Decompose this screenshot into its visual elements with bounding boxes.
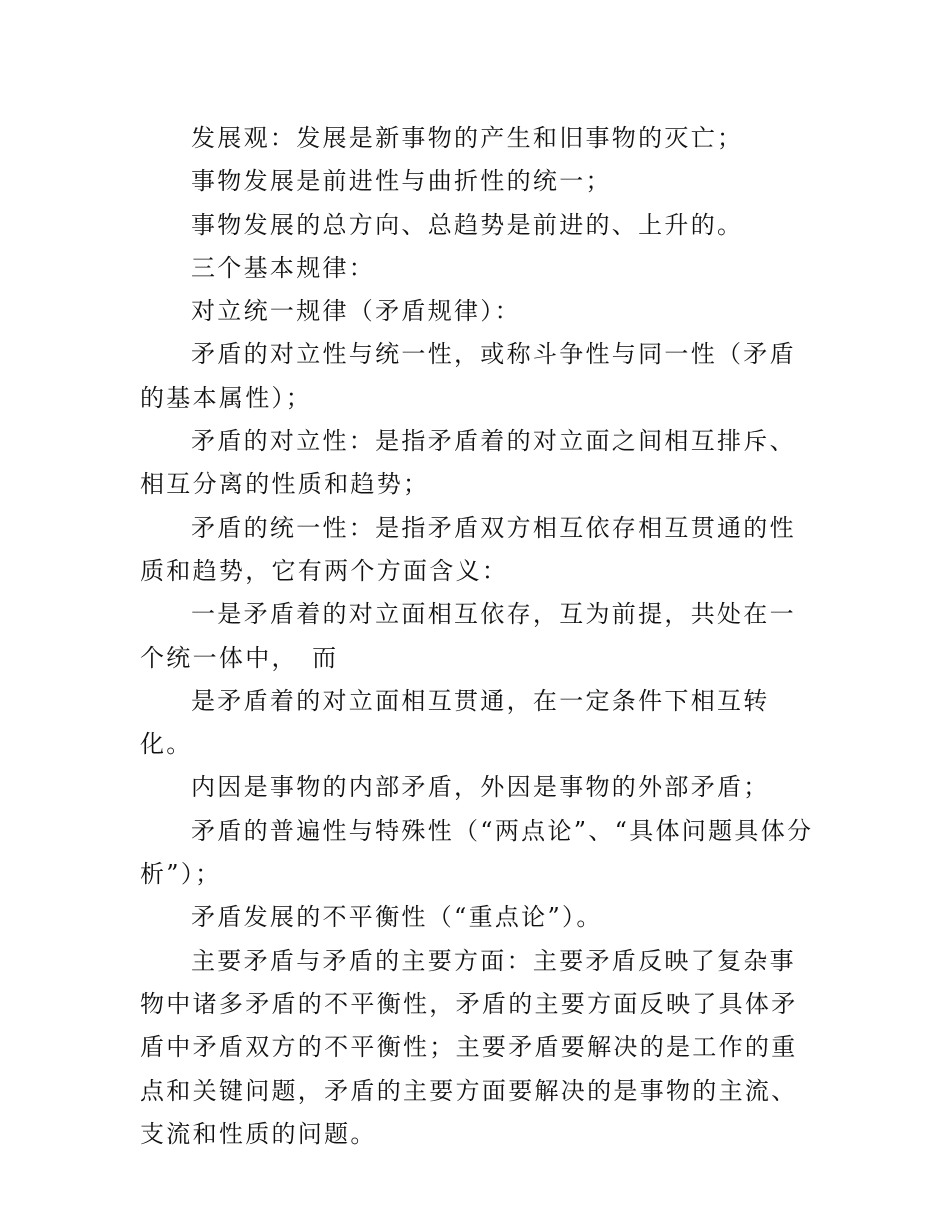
paragraph-development-view: 发展观：发展是新事物的产生和旧事物的灭亡；: [191, 124, 744, 152]
paragraph-transformation: 是矛盾着的对立面相互贯通，在一定条件下相互转化。: [140, 686, 770, 759]
paragraph-imbalance: 矛盾发展的不平衡性（“重点论”）。: [191, 903, 603, 932]
paragraph-basic-attributes: 矛盾的对立性与统一性，或称斗争性与同一性（矛盾的基本属性）；: [140, 340, 796, 412]
paragraph-opposition: 矛盾的对立性：是指矛盾着的对立面之间相互排斥、相互分离的性质和趋势；: [140, 427, 796, 499]
paragraph-internal-external-causes: 内因是事物的内部矛盾，外因是事物的外部矛盾；: [191, 773, 770, 802]
paragraph-universality-particularity: 矛盾的普遍性与特殊性（“两点论”、“具体问题具体分析”）；: [140, 816, 814, 889]
paragraph-three-basic-laws: 三个基本规律：: [191, 253, 376, 282]
paragraph-principal-contradiction: 主要矛盾与矛盾的主要方面：主要矛盾反映了复杂事物中诸多矛盾的不平衡性，矛盾的主要方面反映了具体矛盾中矛盾双方的不平衡性；主要矛盾要解决的是工作的重点和关键问题，矛盾的主要方面要解决的是事物的主流、支流和性质的问题。: [140, 946, 798, 1148]
paragraph-general-direction: 事物发展的总方向、总趋势是前进的、上升的。: [191, 210, 744, 239]
document-body: [140, 117, 816, 1156]
paragraph-interdependence: 一是矛盾着的对立面相互依存，互为前提，共处在一个统一体中， 而: [140, 600, 796, 672]
paragraph-unity-of-opposites: 对立统一规律（矛盾规律）：: [191, 297, 521, 326]
paragraph-progress-and-twists: 事物发展是前进性与曲折性的统一；: [191, 167, 612, 196]
paragraph-unity: 矛盾的统一性：是指矛盾双方相互依存相互贯通的性质和趋势，它有两个方面含义：: [140, 513, 796, 585]
